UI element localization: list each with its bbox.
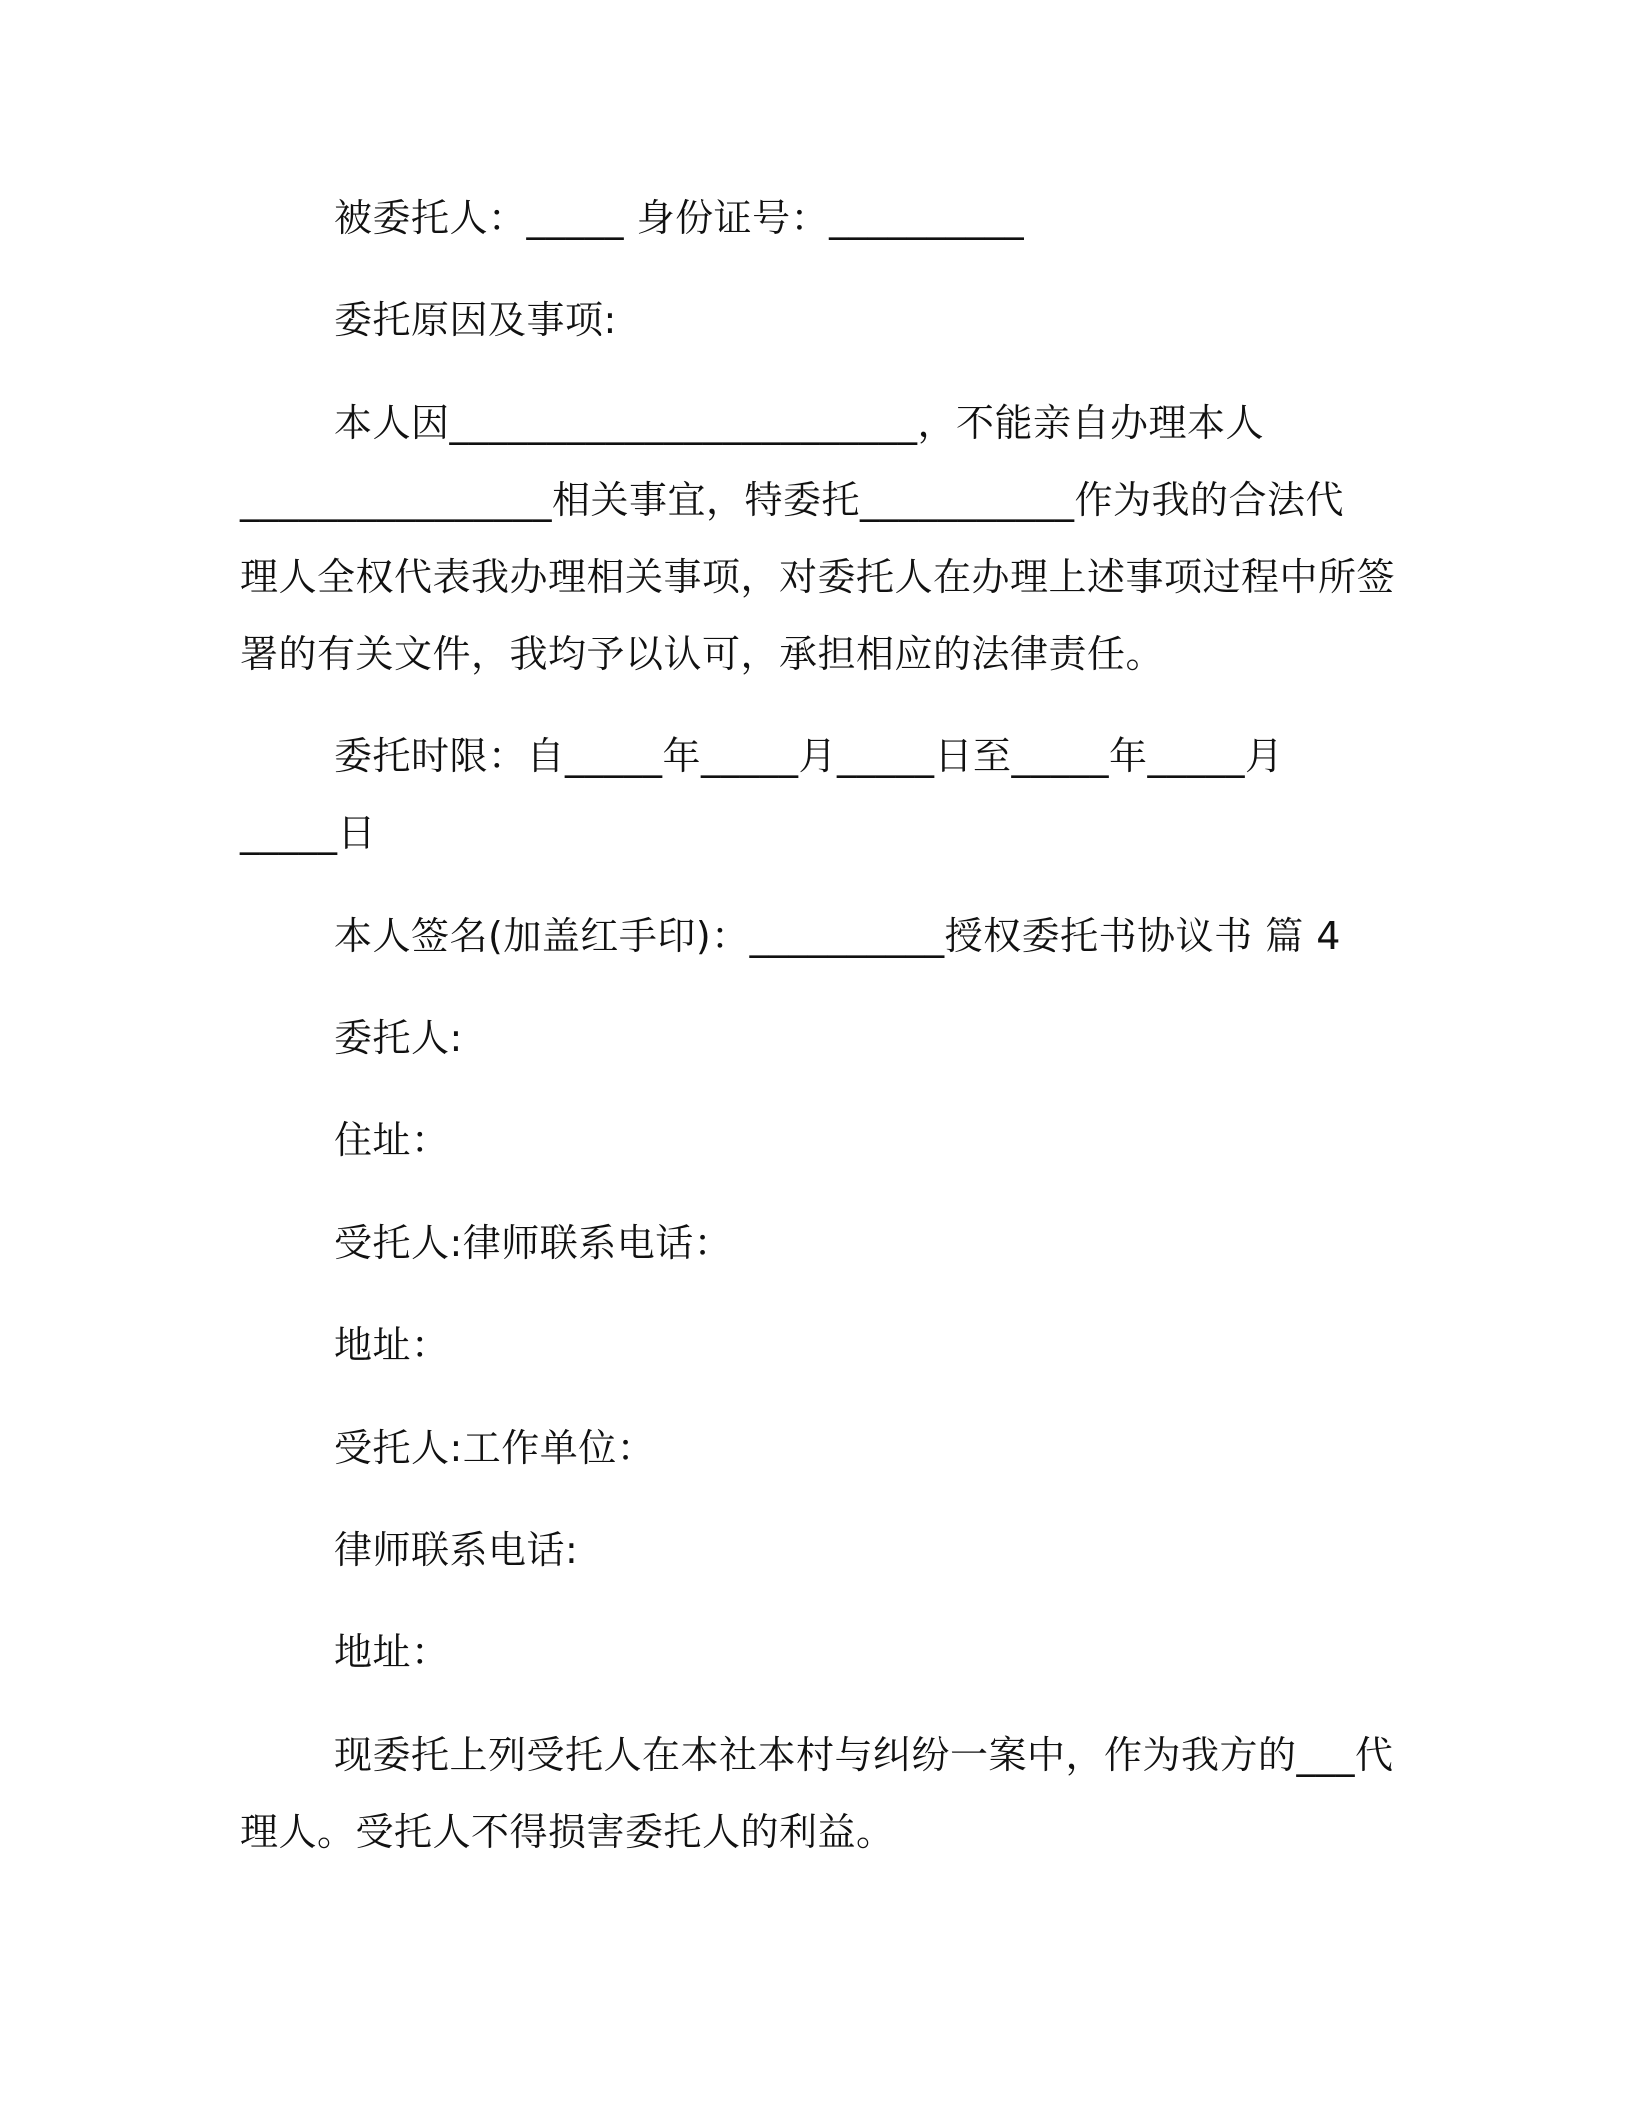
doc-line-term-2: _____日	[240, 811, 377, 855]
doc-line-mandate-1: 现委托上列受托人在本社本村与纠纷一案中，作为我方的___代	[334, 1733, 1394, 1777]
doc-line-agent-phone: 受托人:律师联系电话：	[334, 1221, 733, 1265]
doc-line-term-1: 委托时限：自_____年_____月_____日至_____年_____月	[334, 734, 1284, 778]
doc-line-mandate-2: 理人。受托人不得损害委托人的利益。	[240, 1810, 895, 1854]
doc-line-address-1: 住址：	[334, 1118, 450, 1162]
doc-line-reason-4: 署的有关文件，我均予以认可，承担相应的法律责任。	[240, 632, 1165, 676]
doc-line-signature: 本人签名(加盖红手印)：__________授权委托书协议书 篇 4	[334, 914, 1341, 958]
doc-line-agent-employer: 受托人:工作单位：	[334, 1426, 656, 1470]
doc-line-trustee-id: 被委托人：_____ 身份证号：__________	[334, 196, 1025, 240]
doc-line-address-2: 地址：	[334, 1323, 450, 1367]
doc-line-lawyer-phone: 律师联系电话:	[334, 1528, 579, 1572]
doc-line-reason-3: 理人全权代表我办理相关事项，对委托人在办理上述事项过程中所签	[240, 555, 1396, 599]
doc-line-reason-heading: 委托原因及事项:	[334, 298, 617, 342]
doc-line-reason-1: 本人因________________________，不能亲自办理本人	[334, 401, 1265, 445]
doc-line-principal: 委托人:	[334, 1016, 463, 1060]
doc-line-address-3: 地址：	[334, 1630, 450, 1674]
doc-line-reason-2: ________________相关事宜，特委托___________作为我的合法代	[240, 478, 1345, 522]
